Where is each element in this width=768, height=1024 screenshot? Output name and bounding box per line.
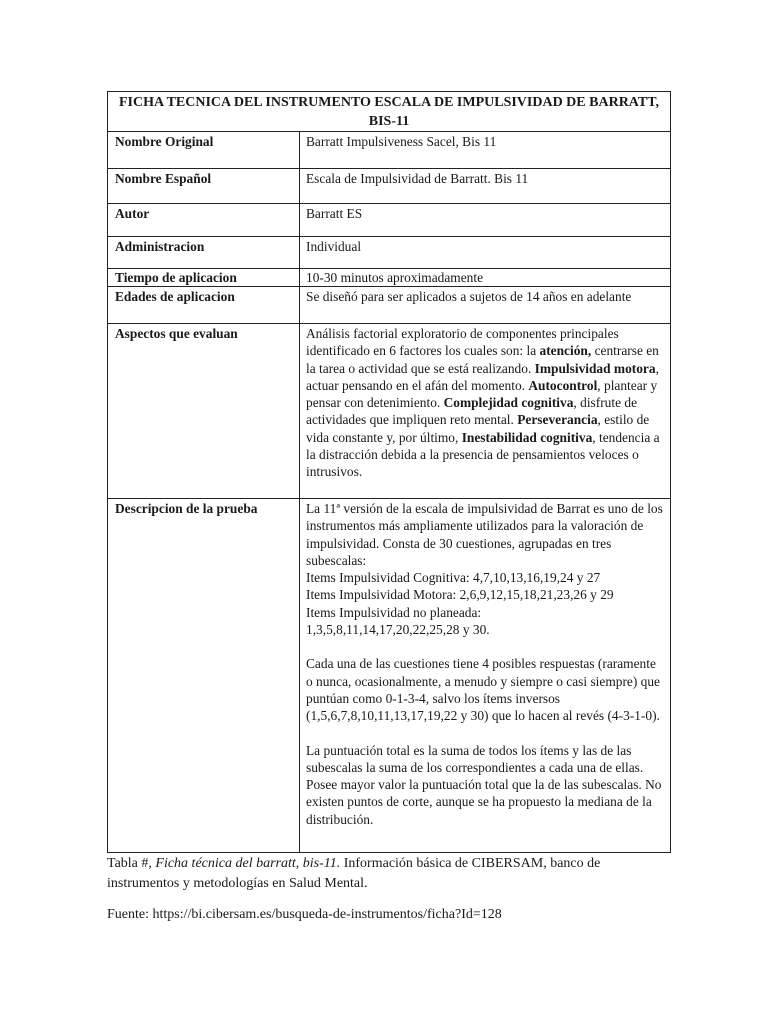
table-row [108, 169, 671, 204]
aspectos-text: centrarse en la tarea o actividad que se está realizando. [306, 343, 659, 376]
row-value-aspectos [300, 324, 671, 499]
items-cognitiva: Items Impulsividad Cognitiva: 4,7,10,13,16,19,24 y 27 [306, 570, 601, 586]
ficha-tecnica-table [107, 91, 671, 853]
caption-prefix: Tabla #, [107, 856, 156, 871]
row-value-edades: Se diseñó para ser aplicados a sujetos de 14 años en adelante [300, 287, 671, 324]
row-value-nombre-espanol: Escala de Impulsividad de Barratt. Bis 11 [300, 169, 671, 204]
row-label-autor: Autor [108, 204, 300, 237]
items-no-planeada-label: Items Impulsividad no planeada: [306, 604, 482, 620]
row-value-nombre-original: Barratt Impulsiveness Sacel, Bis 11 [300, 132, 671, 169]
aspectos-factor-inestabilidad: Inestabilidad cognitiva [461, 429, 593, 445]
aspectos-factor-impulsividad-motora: Impulsividad motora [534, 360, 656, 376]
paragraph-spacer [306, 638, 664, 655]
table-row [108, 269, 671, 287]
aspectos-factor-autocontrol: Autocontrol [528, 377, 598, 393]
table-row [108, 287, 671, 324]
descripcion-paragraph-2: Cada una de las cuestiones tiene 4 posibles respuestas (raramente o nunca, ocasionalmente, a menudo y siempre o casi siempre) que puntúan como 0-1-3-4, salvo los ítems inversos (1,5,6,7,8,10,11,13,17,19,22 y 30) que lo hacen al revés (4-3-1-0). [306, 656, 660, 724]
aspectos-factor-complejidad: Complejidad cognitiva [443, 395, 574, 411]
table-row [108, 499, 671, 853]
caption-italic-title: Ficha técnica del barratt, bis-11. [155, 856, 341, 871]
row-label-nombre-espanol: Nombre Español [108, 169, 300, 204]
table-row [108, 237, 671, 269]
table-caption [107, 854, 667, 894]
aspectos-text: , actuar pensando en el afán del momento. [306, 360, 659, 393]
paragraph-spacer [306, 725, 664, 742]
table-row [108, 324, 671, 499]
table-row [108, 132, 671, 169]
row-label-tiempo: Tiempo de aplicacion [108, 269, 300, 287]
row-value-tiempo: 10-30 minutos aproximadamente [300, 269, 671, 287]
aspectos-text: Análisis factorial exploratorio de componentes principales identificado en 6 factores los cuales son: la [306, 326, 619, 359]
aspectos-text: , tendencia a la distracción debida a la presencia de pensamientos veloces o intrusivos. [306, 429, 660, 480]
row-value-autor: Barratt ES [300, 204, 671, 237]
row-label-aspectos: Aspectos que evaluan [108, 324, 300, 499]
table-title: FICHA TECNICA DEL INSTRUMENTO ESCALA DE IMPULSIVIDAD DE BARRATT, BIS-11 [108, 92, 671, 132]
aspectos-factor-perseverancia: Perseverancia [517, 412, 598, 428]
aspectos-text: , disfrute de actividades que impliquen reto mental. [306, 395, 638, 428]
row-label-administracion: Administracion [108, 237, 300, 269]
table-title-row [108, 92, 671, 132]
row-label-descripcion: Descripcion de la prueba [108, 499, 300, 853]
items-motora: Items Impulsividad Motora: 2,6,9,12,15,18,21,23,26 y 29 [306, 587, 614, 603]
items-no-planeada: 1,3,5,8,11,14,17,20,22,25,28 y 30. [306, 622, 490, 638]
row-label-edades: Edades de aplicacion [108, 287, 300, 324]
table-row [108, 204, 671, 237]
caption-rest: Información básica de CIBERSAM, banco de instrumentos y metodologías en Salud Mental. [107, 856, 601, 891]
aspectos-text: , plantear y pensar con detenimiento. [306, 377, 658, 411]
aspectos-factor-atencion: atención, [539, 343, 592, 359]
row-value-administracion: Individual [300, 237, 671, 269]
descripcion-paragraph-1: La 11ª versión de la escala de impulsividad de Barrat es uno de los instrumentos más ampliamente utilizados para la valoración de impulsividad. Consta de 30 cuestiones, agrupadas en tres subescalas: [306, 501, 663, 568]
descripcion-paragraph-3: La puntuación total es la suma de todos los ítems y las de las subescalas la suma de los correspondientes a cada una de ellas. Posee mayor valor la puntuación total que la de las subescalas. No existen puntos de corte, aunque se ha propuesto la mediana de la distribución. [306, 742, 662, 827]
aspectos-text: , estilo de vida constante y, por último, [306, 412, 650, 445]
row-value-descripcion [300, 499, 671, 853]
source-line: Fuente: https://bi.cibersam.es/busqueda-de-instrumentos/ficha?Id=128 [107, 907, 502, 922]
row-label-nombre-original: Nombre Original [108, 132, 300, 169]
